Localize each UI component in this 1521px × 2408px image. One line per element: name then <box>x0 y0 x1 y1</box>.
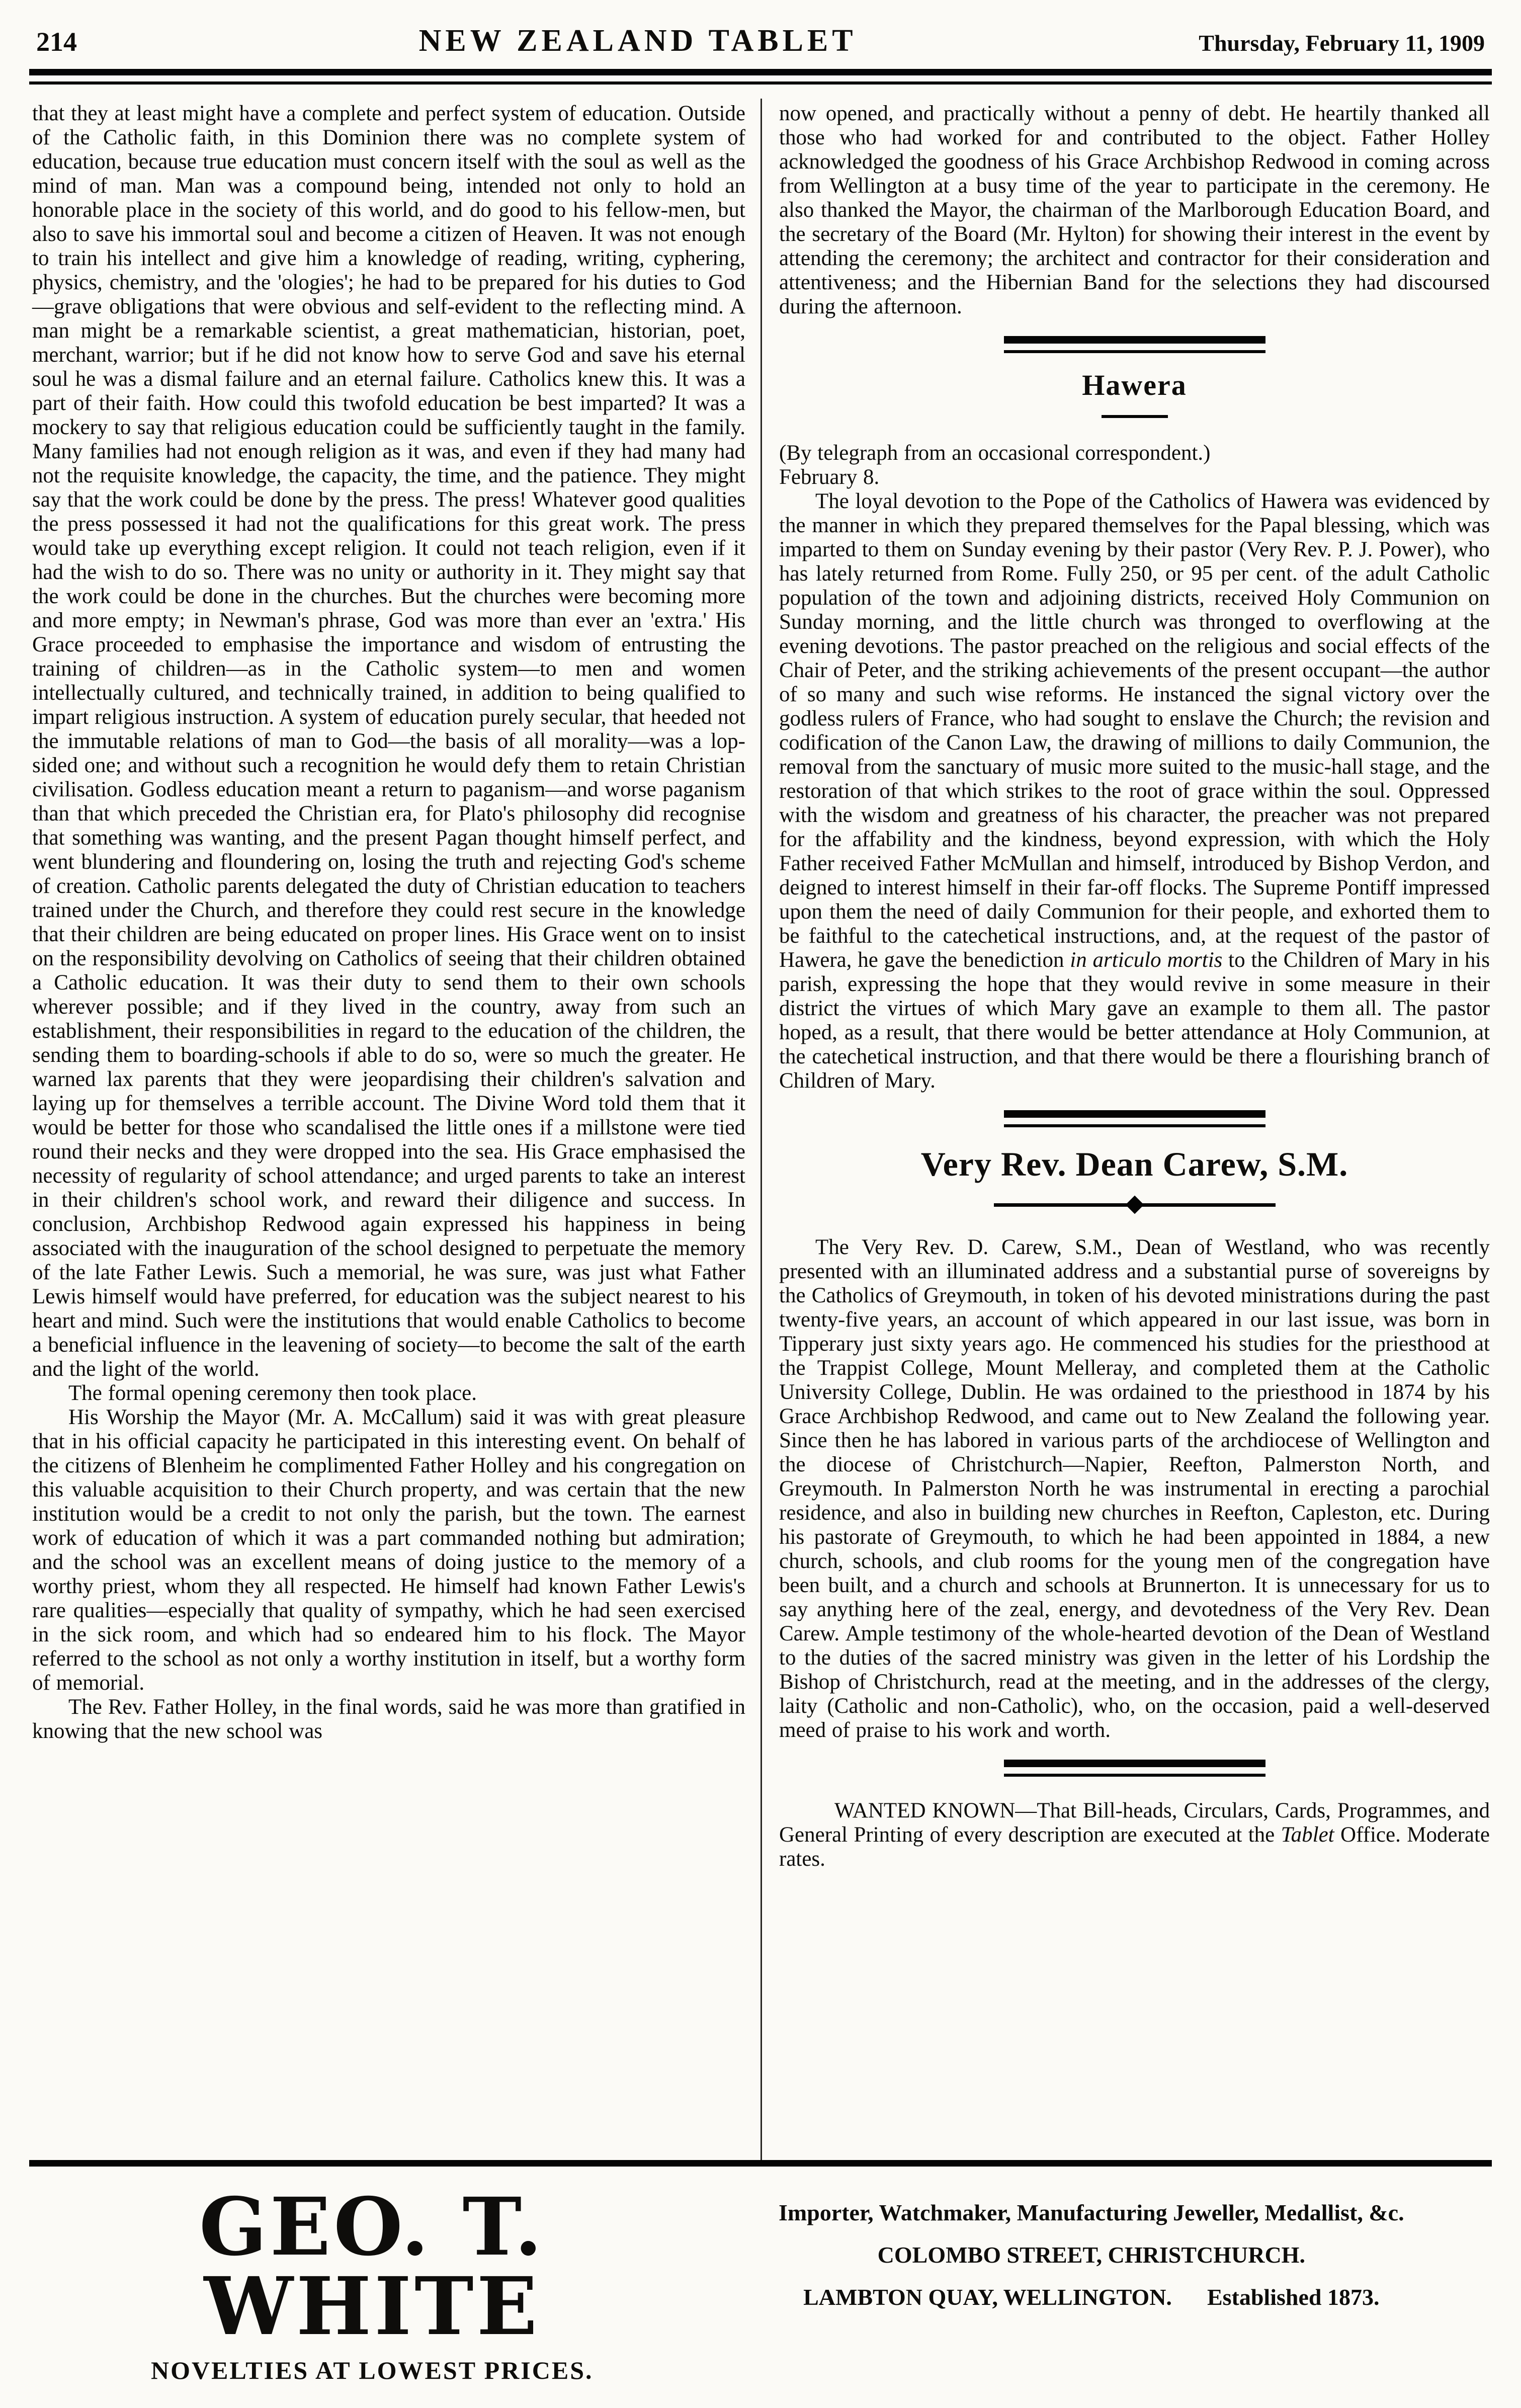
header-double-rule <box>29 69 1492 85</box>
issue-date: Thursday, February 11, 1909 <box>1199 30 1485 56</box>
hawera-title-rule <box>1102 415 1168 418</box>
article-paragraph: His Worship the Mayor (Mr. A. McCallum) said it was with great pleasure that in his official capacity he participated in this interesting event. On behalf of the citizens of Blenheim he complimented Father Holley and his congregation on this valuable acquisition to their Church property, and was certain that the new institution would be a credit to not only the parish, but the town. The earnest work of education of which it was a part commanded nothing but admiration; and the school was an excellent means of doing justice to the memory of a worthy priest, whom they all respected. He himself had known Father Lewis's rare qualities—especially that quality of sympathy, which he had seen exercised in the sick room, and which had so endeared him to his flock. The Mayor referred to the school as not only a worthy institution in itself, but a worthy form of memorial. <box>32 1405 745 1695</box>
notice-text: WANTED KNOWN—That Bill-heads, Circulars, Cards, Programmes, and General Printing of every description are executed at the <box>779 1799 1490 1847</box>
page-number: 214 <box>36 27 77 57</box>
carew-ornamental-rule <box>994 1198 1276 1211</box>
established-date: Established 1873. <box>1207 2284 1380 2310</box>
footer-advertisement <box>29 2167 1492 2385</box>
hawera-body-text: The loyal devotion to the Pope of the Catholics of Hawera was evidenced by the manner in which they prepared themselves for the Papal blessing, which was imparted to them on Sunday evening by their pastor (Very Rev. P. J. Power), who has lately returned from Rome. Fully 250, or 95 per cent. of the adult Catholic population of the town and adjoining districts, received Holy Communion on Sunday morning, and the little church was thronged to overflowing at the evening devotions. The pastor preached on the religious and social effects of the Chair of Peter, and the striking achievements of the present occupant—the author of so many and such wise reforms. He instanced the signal victory over the godless rulers of France, who had sought to enslave the Church; the revision and codification of the Canon Law, the drawing of millions to daily Communion, the removal from the sanctuary of music more suited to the music-hall stage, and the restoration of that which strikes to the root of grace within the soul. Oppressed with the wisdom and greatness of his character, the preacher was not prepared for the affability and the kindness, beyond expression, with which the Holy Father received Father McMullan and himself, introduced by Bishop Verdon, and deigned to interest himself in their far-off flocks. The Supreme Pontiff impressed upon them the need of daily Communion for their people, and exhorted them to be faithful to the catechetical instructions, and, at the request of the pastor of Hawera, he gave the benediction <box>779 489 1490 972</box>
ad-line-wellington <box>703 2276 1480 2318</box>
article-paragraph: The Rev. Father Holley, in the final words, said he was more than gratified in knowing that the new school was <box>32 1695 745 1743</box>
carew-body-paragraph: The Very Rev. D. Carew, S.M., Dean of Westland, who was recently presented with an illuminated address and a substantial purse of sovereigns by the Catholics of Greymouth, in token of his devoted ministrations during the past twenty-five years, an account of which appeared in our last issue, was born in Tipperary just sixty years ago. He commenced his studies for the priesthood at the Trappist College, Mount Melleray, and completed them at the Catholic University College, Dublin. He was ordained to the priesthood in 1874 by his Grace Archbishop Redwood, and came out to New Zealand the following year. Since then he has labored in various parts of the archdiocese of Wellington and the diocese of Christchurch—Napier, Reefton, Palmerston North, and Greymouth. In Palmerston North he was instrumental in erecting a parochial residence, and also in building new churches in Reefton, Capleston, etc. During his pastorate of Greymouth, to which he had been appointed in 1884, a new church, schools, and club rooms for the young men of the congregation have been built, and a church and schools at Brunnerton. It is unnecessary for us to say anything here of the zeal, energy, and devotedness of the Very Rev. Dean Carew. Ample testimony of the whole-hearted devotion of the Dean of Westland to the duties of the sacred ministry was given in the letter of his Lordship the Bishop of Christchurch, read at the meeting, and in the addresses of the clergy, laity (Catholic and non-Catholic), who, on the occasion, paid a well-deserved meed of praise to his work and worth. <box>779 1235 1490 1742</box>
section-divider-rule <box>1004 336 1265 353</box>
notice-paragraph <box>779 1799 1490 1871</box>
hawera-section-title: Hawera <box>1082 369 1187 401</box>
right-column <box>760 99 1492 2160</box>
section-divider-rule <box>1004 1110 1265 1127</box>
article-paragraph: The formal opening ceremony then took place. <box>68 1381 477 1405</box>
masthead-title: NEW ZEALAND TABLET <box>418 24 857 58</box>
ad-address-wellington: LAMBTON QUAY, WELLINGTON. <box>803 2284 1172 2310</box>
tablet-italic: Tablet <box>1281 1823 1334 1847</box>
wanted-known-notice <box>779 1799 1490 1871</box>
advertiser-details <box>703 2188 1480 2318</box>
advertiser-tagline: NOVELTIES AT LOWEST PRICES. <box>151 2356 594 2384</box>
notice-text: Office. Moderate rates. <box>779 1823 1490 1871</box>
ad-line-christchurch: COLOMBO STREET, CHRISTCHURCH. <box>877 2242 1305 2268</box>
ad-line-trades: Importer, Watchmaker, Manufacturing Jeweller, Medallist, &c. <box>779 2200 1404 2225</box>
advertiser-block <box>41 2181 703 2385</box>
hawera-body-text: to the Children of Mary in his parish, expressing the hope that they would revive in some measure in their district the virtues of which Mary gave an example to them all. The pastor hoped, as a result, that there would be better attendance at Holy Communion, at the catechetical instruction, and that there would be there a flourishing branch of Children of Mary. <box>779 948 1490 1093</box>
section-divider-rule <box>1004 1760 1265 1777</box>
advertiser-name: GEO. T. WHITE <box>199 2181 545 2353</box>
article-paragraph: that they at least might have a complete and perfect system of education. Outside of the Catholic faith, in this Dominion there was no complete system of education, because true education must concern itself with the soul as well as the mind of man. Man was a compound being, intended not only to hold an honorable place in the society of this world, and do good to his fellow-men, but also to save his immortal soul and become a citizen of Heaven. It was not enough to train his intellect and give him a knowledge of reading, writing, cyphering, physics, chemistry, and the 'ologies'; he had to be prepared for his duties to God—grave obligations that were obvious and self-evident to the reflecting mind. A man might be a remarkable scientist, a great mathematician, historian, poet, merchant, warrior; but if he did not know how to serve God and save his eternal soul he was a dismal failure and an eternal failure. Catholics knew this. It was a part of their faith. How could this twofold education be best imparted? It was a mockery to say that religious education could be sufficiently taught in the family. Many families had not enough religion as it was, and even if they had many had not the requisite knowledge, the capacity, the time, and the patience. They might say that the work could be done by the press. The press! Whatever good qualities the press possessed it had not the qualifications for this great work. The press would take up everything except religion. It could not teach religion, even if it had the wish to do so. There was no unity or authority in it. They might say that the work could be done in the churches. But the churches were becoming more and more empty; in Newman's phrase, God was more than ever an 'extra.' His Grace proceeded to emphasise the importance and wisdom of entrusting the training of children—as in the Catholic system—to men and women intellectually cultured, and technically trained, in addition to being qualified to impart religious instruction. A system of education purely secular, that heeded not the immutable relations of man to God—the basis of all morality—was a lop-sided one; and without such a recognition he would defy them to retain Christian civilisation. Godless education meant a return to paganism—and worse paganism than that which preceded the Christian era, for Plato's philosophy did recognise that something was wanting, and the present Pagan thought himself perfect, and went blundering and floundering on, losing the truth and rejecting God's scheme of creation. Catholic parents delegated the duty of Christian education to teachers trained under the Church, and therefore they could rest secure in the knowledge that their children are being educated on proper lines. His Grace went on to insist on the responsibility devolving on Catholics of seeing that their children obtained a Catholic education. It was their duty to send them to their own schools wherever possible; and if they lived in the country, away from such an establishment, their responsibilities in regard to the education of the children, the sending them to boarding-schools if able to do so, were so much the greater. He warned lax parents that they were jeopardising their children's salvation and laying up for themselves a terrible account. The Divine Word told them that it would be better for those who scandalised the little ones if a millstone were tied round their necks and they were dropped into the sea. His Grace emphasised the necessity of regularity of school attendance; and urged parents to take an interest in their children's school work, and reward their diligence and success. In conclusion, Archbishop Redwood again expressed his happiness in being associated with the inauguration of the school designed to perpetuate the memory of the late Father Lewis. Such a memorial, he was sure, was just what Father Lewis himself would have preferred, for education was the subject nearest to his heart and mind. Such were the institutions that would enable Catholics to become a beneficial influence in the leavening of society—to become the salt of the earth and the light of the world. <box>32 102 745 1381</box>
footer-rule <box>29 2160 1492 2167</box>
left-column <box>29 99 760 2160</box>
carew-section-title: Very Rev. Dean Carew, S.M. <box>920 1145 1348 1183</box>
hawera-byline: (By telegraph from an occasional correspondent.) <box>779 441 1211 465</box>
columns-wrap <box>29 99 1492 2160</box>
hawera-dateline: February 8. <box>779 465 880 489</box>
diamond-ornament <box>1125 1196 1144 1214</box>
latin-phrase: in articulo mortis <box>1070 948 1223 972</box>
article-continuation-paragraph: now opened, and practically without a penny of debt. He heartily thanked all those who had worked for and contributed to the object. Father Holley acknowledged the goodness of his Grace Archbishop Redwood in coming across from Wellington at a busy time of the year to participate in the ceremony. He also thanked the Mayor, the chairman of the Marlborough Education Board, and the secretary of the Board (Mr. Hylton) for showing their interest in the event by attending the ceremony; the architect and contractor for their consideration and attentiveness; and the Hibernian Band for the selections they had discoursed during the afternoon. <box>779 102 1490 318</box>
page-header <box>29 18 1492 69</box>
hawera-body-paragraph <box>779 489 1490 1093</box>
